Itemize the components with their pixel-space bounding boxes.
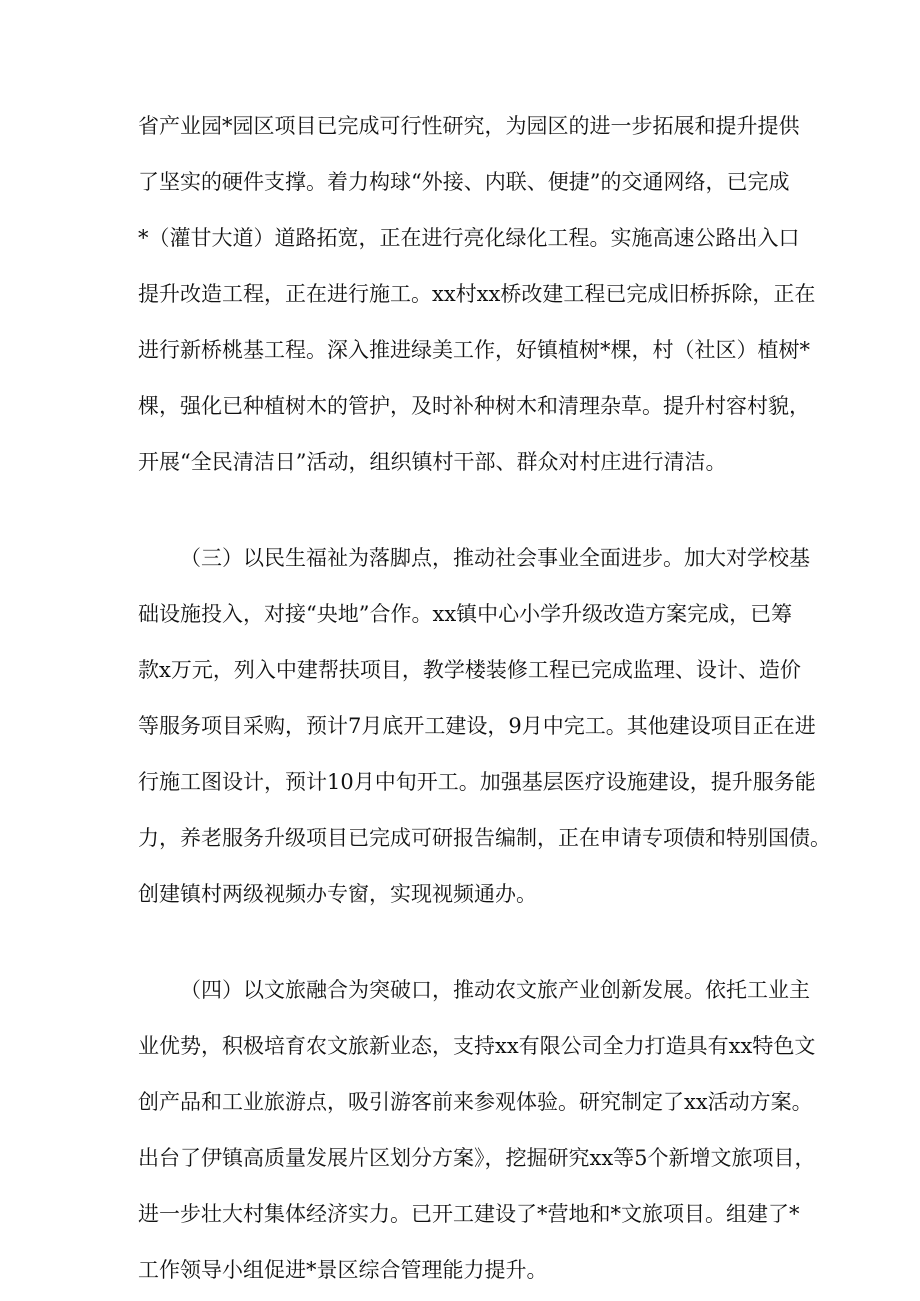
text-line: 力，养老服务升级项目已完成可研报告编制，正在申请专项债和特别国债。 [138,826,831,850]
text-line: 业优势，积极培育农文旅新业态，支持xx有限公司全力打造具有xx特色文 [138,1034,816,1058]
text-line: 款x万元，列入中建帮扶项目，教学楼装修工程已完成监理、设计、造价 [138,658,801,682]
paragraph-spacer [138,490,786,530]
text-line: 础设施投入，对接“央地”合作。xx镇中心小学升级改造方案完成，已筹 [138,602,793,626]
text-line: 创产品和工业旅游点，吸引游客前来参观体验。研究制定了xx活动方案。 [138,1090,813,1114]
text-line: （四）以文旅融合为突破口，推动农文旅产业创新发展。依托工业主 [180,978,810,1002]
text-line: 出台了伊镇高质量发展片区划分方案》，挖掘研究xx等5个新增文旅项目， [138,1146,816,1170]
paragraph-infrastructure [138,98,816,490]
text-line: 了坚实的硬件支撑。着力构球“外接、内联、便捷”的交通网络，已完成 [138,170,790,194]
paragraph-culture-tourism [138,962,816,1298]
text-line: 等服务项目采购，预计7月底开工建设，9月中完工。其他建设项目正在进 [138,714,816,738]
text-line: （三）以民生福祉为落脚点，推动社会事业全面进步。加大对学校基 [180,546,810,570]
text-line: 开展“全民清洁日”活动，组织镇村干部、群众对村庄进行清洁。 [138,450,727,474]
paragraph-spacer [138,922,786,962]
text-line: 进行新桥桃基工程。深入推进绿美工作，好镇植树*棵，村（社区）植树* [138,338,810,362]
text-line: 进一步壮大村集体经济实力。已开工建设了*营地和*文旅项目。组建了* [138,1202,800,1226]
text-line: 工作领导小组促进*景区综合管理能力提升。 [138,1258,548,1282]
text-line: 行施工图设计，预计10月中旬开工。加强基层医疗设施建设，提升服务能 [138,770,816,794]
text-line: 创建镇村两级视频办专窗，实现视频通办。 [138,882,537,906]
paragraph-livelihood [138,530,831,922]
text-line: 棵，强化已种植树木的管护，及时补种树木和清理杂草。提升村容村貌， [138,394,810,418]
text-line: 提升改造工程，正在进行施工。xx村xx桥改建工程已完成旧桥拆除，正在 [138,282,816,306]
text-line: *（灌甘大道）道路拓宽，正在进行亮化绿化工程。实施高速公路出入口 [138,226,800,250]
document-body [138,98,831,1298]
text-line: 省产业园*园区项目已完成可行性研究，为园区的进一步拓展和提升提供 [138,114,800,138]
